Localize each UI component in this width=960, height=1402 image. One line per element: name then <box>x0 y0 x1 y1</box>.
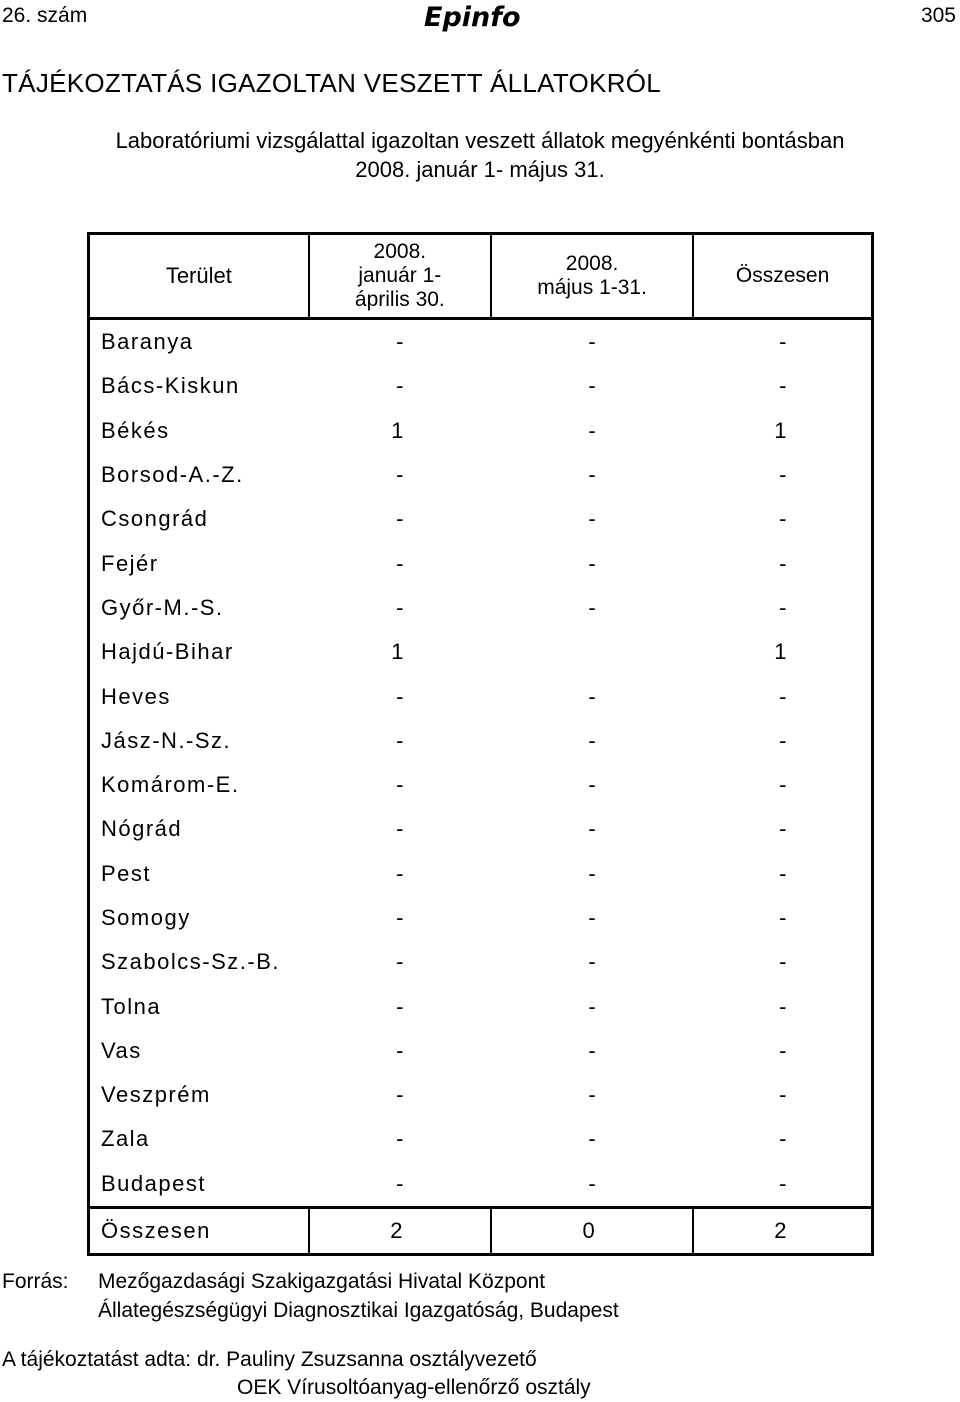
value-may: - <box>588 905 598 930</box>
value-may: - <box>588 1082 598 1108</box>
value-total: - <box>779 816 788 842</box>
source-line-1: Mezőgazdasági Szakigazgatási Hivatal Központ <box>98 1270 546 1293</box>
value-total: - <box>779 462 788 488</box>
table-header-row <box>89 234 873 319</box>
column-header-line: Terület <box>165 263 232 288</box>
column-header-line: Összesen <box>735 264 830 287</box>
value-jan-apr: - <box>396 727 405 753</box>
value-jan-apr: - <box>396 683 405 709</box>
value-jan-apr: - <box>396 860 405 886</box>
table-row <box>89 586 873 630</box>
value-total: - <box>779 683 788 709</box>
value-total: 1 <box>774 639 788 665</box>
table-row <box>89 1073 873 1117</box>
region-name: Borsod-A.-Z. <box>101 462 244 488</box>
table-row <box>89 719 873 763</box>
info-line-2: OEK Vírusoltóanyag-ellenőrző osztály <box>237 1376 591 1399</box>
value-total: - <box>779 860 788 886</box>
table-row <box>89 319 873 365</box>
column-header-line: január 1- <box>358 264 442 287</box>
value-total: - <box>779 949 788 975</box>
value-total: 1 <box>774 417 788 443</box>
value-may: - <box>588 1037 598 1063</box>
value-total: - <box>779 1082 788 1108</box>
table-row <box>89 674 873 718</box>
table-row <box>89 409 873 453</box>
value-may: - <box>588 506 598 532</box>
value-jan-apr: - <box>396 462 405 488</box>
value-jan-apr: 1 <box>391 417 405 443</box>
source-label: Forrás: <box>2 1270 69 1293</box>
region-name: Nógrád <box>101 816 183 842</box>
value-jan-apr: - <box>396 949 405 975</box>
region-name: Budapest <box>101 1170 206 1196</box>
value-may: - <box>588 594 598 620</box>
table-row <box>89 1029 873 1073</box>
value-may: 0 <box>491 1207 693 1254</box>
issue-number: 26. szám <box>2 4 88 27</box>
value-jan-apr: 1 <box>391 639 405 665</box>
table-row <box>89 541 873 585</box>
table-row <box>89 364 873 408</box>
value-may: - <box>588 329 598 355</box>
table-row <box>89 984 873 1028</box>
value-jan-apr: - <box>396 1082 405 1108</box>
region-name: Zala <box>101 1126 150 1152</box>
table-row <box>89 763 873 807</box>
table-row <box>89 896 873 940</box>
region-name: Szabolcs-Sz.-B. <box>101 949 280 975</box>
info-line-1: A tájékoztatást adta: dr. Pauliny Zsuzsanna osztályvezető <box>2 1348 537 1371</box>
value-total: - <box>779 506 788 532</box>
value-total: - <box>779 905 788 930</box>
table-row <box>89 453 873 497</box>
rabies-table <box>87 232 874 1256</box>
value-total: - <box>779 1170 788 1196</box>
value-total: - <box>779 550 788 576</box>
column-header-line: május 1-31. <box>537 276 647 299</box>
region-name: Pest <box>101 860 152 886</box>
value-jan-apr: - <box>396 905 405 930</box>
region-name: Jász-N.-Sz. <box>101 727 232 753</box>
total-row <box>89 1207 873 1254</box>
value-total: - <box>779 329 788 355</box>
value-jan-apr: - <box>396 1037 405 1063</box>
value-may: - <box>588 860 598 886</box>
table-row <box>89 1162 873 1208</box>
value-jan-apr: - <box>396 993 405 1019</box>
value-may: - <box>588 417 598 443</box>
value-may: - <box>588 816 598 842</box>
region-name: Veszprém <box>101 1082 211 1108</box>
value-jan-apr: - <box>396 594 405 620</box>
region-name: Békés <box>101 417 170 443</box>
value-total: - <box>779 1037 788 1063</box>
value-may: - <box>588 993 598 1019</box>
table-row <box>89 807 873 851</box>
value-total: - <box>779 594 788 620</box>
value-jan-apr: - <box>396 816 405 842</box>
region-name: Heves <box>101 683 171 709</box>
value-may: - <box>588 1170 598 1196</box>
table-row <box>89 497 873 541</box>
value-may: - <box>588 462 598 488</box>
value-jan-apr: 2 <box>309 1207 491 1254</box>
table-row <box>89 630 873 674</box>
value-may: - <box>588 772 598 798</box>
column-header-1 <box>89 234 309 319</box>
value-may: - <box>588 949 598 975</box>
value-jan-apr: - <box>396 373 405 399</box>
region-name: Összesen <box>89 1207 309 1254</box>
subtitle-line-1: Laboratóriumi vizsgálattal igazoltan veszett állatok megyénkénti bontásban <box>115 128 845 153</box>
column-header-2 <box>309 234 491 319</box>
region-name: Baranya <box>101 329 194 355</box>
column-header-line: 2008. <box>373 240 427 263</box>
value-jan-apr: - <box>396 1126 405 1152</box>
page-title: TÁJÉKOZTATÁS IGAZOLTAN VESZETT ÁLLATOKRÓL <box>2 68 662 98</box>
table-row <box>89 852 873 896</box>
value-total: - <box>779 993 788 1019</box>
value-jan-apr: - <box>396 1170 405 1196</box>
region-name: Csongrád <box>101 506 209 532</box>
value-may: - <box>588 727 598 753</box>
value-total: - <box>779 727 788 753</box>
value-may: - <box>588 373 598 399</box>
source-line-2: Állategészségügyi Diagnosztikai Igazgatóság, Budapest <box>98 1299 619 1322</box>
subtitle-line-2: 2008. január 1- május 31. <box>355 157 605 182</box>
value-jan-apr: - <box>396 506 405 532</box>
value-jan-apr: - <box>396 329 405 355</box>
value-jan-apr: - <box>396 772 405 798</box>
table-row <box>89 1117 873 1161</box>
region-name: Somogy <box>101 905 191 930</box>
column-header-3 <box>491 234 693 319</box>
value-total: - <box>779 1126 788 1152</box>
region-name: Hajdú-Bihar <box>101 639 234 665</box>
region-name: Győr-M.-S. <box>101 594 224 620</box>
region-name: Fejér <box>101 550 159 576</box>
region-name: Tolna <box>101 993 162 1019</box>
table-body <box>89 319 873 1255</box>
value-total: - <box>779 772 788 798</box>
region-name: Vas <box>101 1037 142 1063</box>
column-header-line: 2008. <box>565 252 619 275</box>
column-header-4 <box>693 234 872 319</box>
value-may: - <box>588 683 598 709</box>
page-number: 305 <box>920 4 956 27</box>
value-may: - <box>588 1126 598 1152</box>
value-jan-apr: - <box>396 550 405 576</box>
epinfo-logo: Epinfo <box>424 2 521 33</box>
column-header-line: április 30. <box>354 288 445 311</box>
value-total: 2 <box>693 1207 872 1254</box>
value-may: - <box>588 550 598 576</box>
region-name: Komárom-E. <box>101 772 240 798</box>
value-total: - <box>779 373 788 399</box>
region-name: Bács-Kiskun <box>101 373 240 399</box>
table-row <box>89 940 873 984</box>
value-may <box>491 630 693 674</box>
